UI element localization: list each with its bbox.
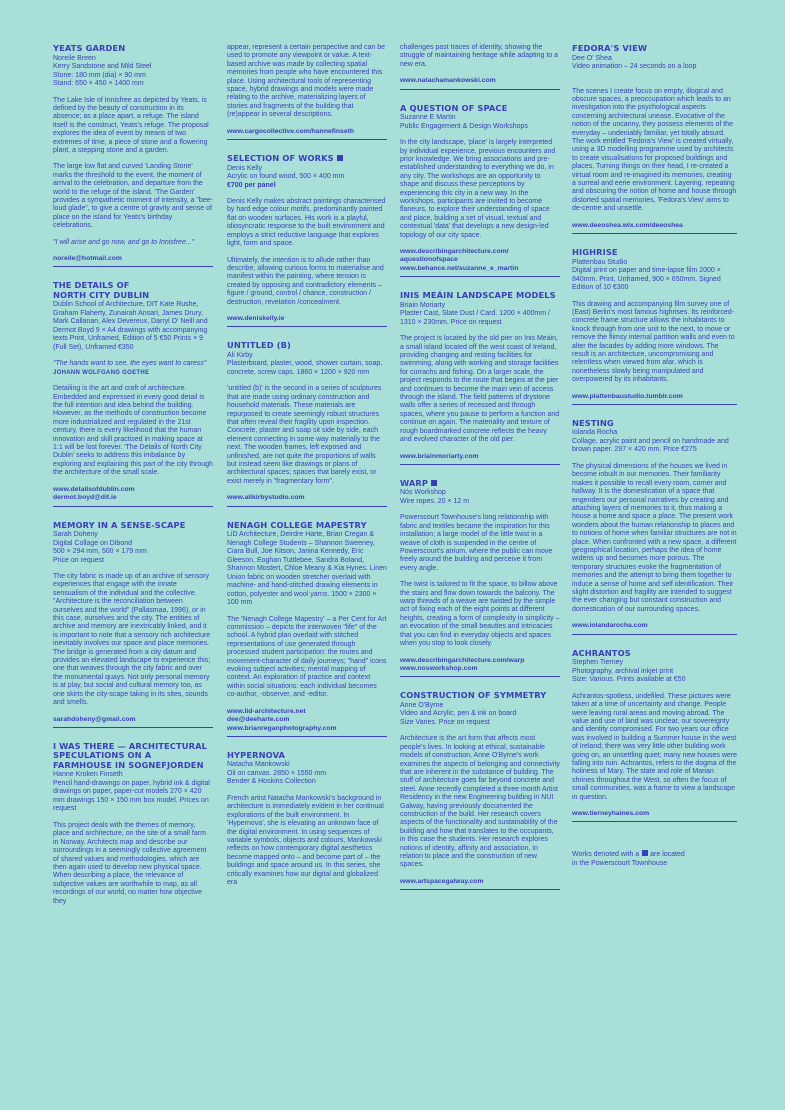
entry-meta: Digital print on paper and time-lapse film 2000 × 840mm. Print, Unframed, 900 × 650mm. Signed Edition of 10 €300	[572, 267, 721, 291]
description: The Lake Isle of Innisfree as depicted by Yeats, is defined by the beauty of construction in its absence; as a place apart, a refuge. The island itself is the construct, Yeats's refuge. The proposal explores the idea of event by means of two extremes of time, a piece of stone and a flowering plant, a stepping stone and a garden.	[53, 96, 209, 154]
description: The twist is tailored to fit the space, to billow above the stairs and flow down towards the balcony. The warp threads of a weave are twisted by the simple act of fixing each of the eight points at different heights, creating a form of complexity in simplicity – an evocation of the small beauties and intricacies that you can find in everyday objects and spaces when you stop to look closely.	[400, 581, 560, 648]
entry-highrise	[572, 248, 737, 405]
quote: "The hands want to see, the eyes want to caress" JOHANN WOLFGANG GOETHE	[53, 360, 207, 376]
medium-line: Kerry Sandstone and Mild Steel	[53, 63, 152, 70]
description: The large low flat and curved 'Landing Stone' marks the threshold to the event, the moment of arrival to the celebration, and departure from the world to the refuge of the island. 'The Garden' provides a sympathetic moment of intensity, a "bee-loud glade", to give a centre of gravity and sense of place on the island for Yeats's birthday celebrations.	[53, 163, 213, 230]
entry-continued	[227, 44, 387, 140]
entry-meta: Plasterboard, plaster, wood, shower curtain, soap, concrete, screw caps. 1860 × 1200 × 920 mm	[227, 360, 383, 376]
website-link[interactable]: www.cargocollective.com/hannefinseth	[227, 128, 387, 140]
website-link[interactable]: www.natachamankowski.com	[400, 77, 560, 89]
artist-name: Stephen Tierney	[572, 659, 623, 667]
entry-fedoras-view	[572, 44, 737, 234]
entry-title: INIS MEÁIN LANDSCAPE MODELS	[400, 290, 556, 301]
entry-selection-of-works	[227, 154, 387, 327]
artist-name: Sarah Doheny	[53, 531, 98, 538]
website-link[interactable]: www.lid-architecture.net dee@deeharte.com www.brianreganphotography.com	[227, 708, 387, 737]
description: The project is located by the old pier on Inis Meáin, a small island located off the west coast of Ireland, providing changing and resting facilities for swimming, along with working and storage facilities for currachs and fishing. On a larger scale, the project responds to the route that begins at the pier and continues to become the main vein of access through the island. The field patterns of drystone walls offer a series of recessed and through spaces, where you pause to perform a function and continue on again. The materiality and texture of rough boardmarked concrete reflects the heavy and evolved character of the old pier.	[400, 335, 560, 444]
website-link[interactable]: www.briainmoriarty.com	[400, 453, 560, 465]
entry-question-of-space	[400, 104, 560, 278]
entry-warp	[400, 479, 560, 677]
description: The physical dimensions of the houses we lived in become inbuilt in our memories. Their familiarity makes it possible to recall every room, corner and hallway. It is the domestication of a space that engenders our personal narratives by creating and attaching layers of memories to it, thus making a house a home and space a place. The present work wonders about the human relationship to places and to notions of home when familiar structures are not in place. When confronted with a new space, a different geographical location, perhaps the idea of home widens up and becomes more porous. The temporary structures evoke the fragmentation of memories and the attempt to bring them together to induce a sense of home and self identification. Their slight distortion and fragility are intended to suggest the ever changing but constant construction and domestication of our surrounding spaces.	[572, 462, 737, 613]
artist-name: Iolanda Rocha	[572, 429, 618, 437]
description: Detailing is the art and craft of architecture. Embedded and expressed in every good detail is the full intention and idea behind the building. However, as the methods of construction become more industrialized and regulated in the 21st century, there is every likelihood that the human innovation and skill practised in making space at 1:1 will be lost forever. 'The Details of North City Dublin' seeks to address this imbalance by exploring and explaining this part of the city through the architecture of the small scale.	[53, 385, 213, 477]
price-line: €700 per panel	[227, 181, 276, 189]
website-link[interactable]: www.deeoshea.wix.com/deeoshea	[572, 222, 737, 234]
column-1	[53, 44, 213, 906]
medium-line: Digital Collage on Dibond	[53, 539, 132, 547]
entry-memory-sense-scape	[53, 521, 213, 728]
artist-name: Noreile Breen	[53, 54, 96, 62]
dimension-line: Stone: 180 mm (dia) × 90 mm	[53, 71, 146, 79]
description: This project deals with the themes of memory, place and architecture, on the site of a small farm in Norway. Architects map and describe our surroundings in a seemingly collective agreement of shared values and methodologies, which are then again used to develop new physical space. When describing a place, the relevance of subjective values are worthwhile to map, as all recordings of our world, no matter how objective they	[53, 821, 207, 905]
entry-meta: LiD Architecture, Deirdre Harte, Brian Cregan & Nenagh College Students – Shannon Sweeney, Ciara Bull, Joe Kitson, Janina Kennedy, Eric Gleeson, Eoghan Tuttlebee, Sandra Boland, Shannon Mostert, Chloe Meany & Kia Hynes. Linen Union fabric on wooden stretcher overlaid with machine- and hand-stitched drawing elements in cotton, polyester and wool yarns. 1500 × 2300 × 100 mm	[227, 531, 387, 607]
description: This drawing and accompanying film survey one of (East) Berlin's most famous highrises. Its reinforced-concrete frame structure allows the inhabitants to knock through from one unit to the next, to move or remove the flimsy internal partition walls and even to alter the facades by adding more windows. The result is an architecture, uncompromising and relentless when viewed from afar, which is nonetheless slowly being manipulated and overpowered by its inhabitants.	[572, 300, 735, 384]
entry-title: A QUESTION OF SPACE	[400, 102, 508, 113]
quote: "I will arise and go now, and go to Innisfree..."	[53, 238, 195, 246]
artist-name: Dee O' Shea	[572, 54, 612, 62]
entry-title: SELECTION OF WORKS	[227, 154, 387, 164]
collection-line: Bender & Hoskins Collection	[227, 778, 316, 786]
entry-meta: Pencil hand-drawings on paper, hybrid ink & digital drawings on paper, paper-cut models 270 × 420 mm drawings 150 × 150 mm box model. Prices on request	[53, 779, 210, 813]
powerscourt-square-icon	[337, 155, 343, 161]
price-line: Size: Various. Prints available at €50	[572, 676, 686, 684]
entry-untitled-b	[227, 341, 387, 506]
footnote: Works denoted with a are located in the Powerscourt Townhouse	[572, 851, 685, 867]
powerscourt-square-icon	[431, 480, 437, 486]
artist-name: Denis Kelly	[227, 164, 263, 172]
website-link[interactable]: www.detailsofdublin.com dermot.boyd@dit.ie	[53, 486, 213, 507]
medium-line: Acrylic on found wood, 500 × 400 mm	[227, 173, 345, 181]
description: Achrantos-spotless, undefiled. These pictures were taken at a time of uncertainty and change. People were leaving rural areas and moving abroad. The value and use of land was unclear, our sovereignty and identity compromised. For two years our office was involved in building a Summer house in the west of Ireland; there was very little other building work going on, an unsettling quiet; many new houses were falling into ruin. Achrantos, refers to the dogma of the holiness of Mary. The state and role of Marian shrines throughout the West, so often the focus of small communities, was a frame to view a landscape in question.	[572, 692, 737, 801]
entry-hypernova	[227, 751, 387, 887]
entry-nesting	[572, 419, 737, 635]
dimension-line: Stand: 650 × 450 × 1400 mm	[53, 80, 144, 87]
artist-name: Natacha Mankowski	[227, 761, 290, 769]
description: French artist Natacha Mankowski's background in architecture is immediately evident in her continual explorations of the built environment. In 'Hypernova', she is elevating an unknown face of the digital environment. In using sequences of variable symbols, objects and colours, Mankowski reflects on how contemporary digital aesthetics become mapped onto – and become part of – the buildings and space around us. In this series, she critically examines how our digital and globalized era	[227, 794, 384, 886]
description: Ultimately, the intention is to allude rather than describe, allowing curious forms to materialise and manifest within the painting, where tension is created by opposing and contradictory elements – figure / ground, control / chance, construction / destruction, revelation /concealment.	[227, 256, 384, 306]
entry-construction-of-symmetry	[400, 691, 560, 890]
entry-title: UNTITLED (B)	[227, 340, 291, 351]
entry-title: CONSTRUCTION OF SYMMETRY	[400, 690, 547, 701]
entry-nenagh-mapestry	[227, 521, 387, 737]
artist-name: Nós Workshop	[400, 489, 446, 497]
entry-title: FEDORA'S VIEW	[572, 43, 648, 53]
medium-line: Photography, archival inkjet print	[572, 667, 674, 675]
website-link[interactable]: www.artspacegalway.com	[400, 878, 560, 890]
medium-line: Oil on canvas. 2850 × 1550 mm	[227, 769, 327, 777]
entry-title: THE DETAILS OF NORTH CITY DUBLIN	[53, 280, 150, 300]
price-line: Price on request	[53, 556, 104, 564]
entry-achrantos	[572, 649, 737, 823]
artist-name: Hanne Kroken Finseth	[53, 771, 123, 779]
entry-continued	[400, 44, 560, 90]
website-link[interactable]: www.plattenbaustudio.tumblr.com	[572, 393, 737, 405]
entry-yeats-garden	[53, 44, 213, 267]
artist-name: Anne O'Byrne	[400, 701, 444, 709]
medium-line: Wire ropes. 20 × 12 m	[400, 497, 470, 505]
entry-title: I WAS THERE — ARCHITECTURAL SPECULATIONS ON A FARMHOUSE IN SOGNEFJORDEN	[53, 740, 207, 770]
entry-title: NESTING	[572, 417, 614, 428]
entry-meta: Plaster Cast, Slate Dust / Card. 1200 × 400mm / 1310 × 230mm. Price on request	[400, 310, 550, 326]
description: appear, represent a certain perspective and can be used to promote any viewpoint or value. A text-based archive was made by collecting spatial memories from people who have encountered this place. Using architectural tools of representing space, hybrid drawings and models were made relating to the archive, materializing layers of stories and fragments of the building that (re)appear in several descriptions.	[227, 44, 385, 119]
artist-name: Plattenbau Studio	[572, 258, 628, 266]
column-3	[400, 44, 560, 890]
powerscourt-square-icon	[642, 850, 648, 856]
website-link[interactable]: www.describingarchitecture.com/warp www.nosworkshop.com	[400, 657, 560, 678]
medium-line: Video and Acrylic, pen & ink on board	[400, 710, 517, 718]
entry-title: YEATS GARDEN	[53, 43, 126, 53]
medium-line: Video animation – 24 seconds on a loop	[572, 63, 697, 70]
website-link[interactable]: www.describingarchitecture.com/ aquestionofspace www.behance.net/suzanne_e_martin	[400, 248, 560, 277]
entry-inis-meain	[400, 291, 560, 465]
entry-i-was-there	[53, 742, 213, 906]
contact-link[interactable]: sarahdoheny@gmail.com	[53, 716, 213, 728]
dimension-line: 500 × 294 mm, 500 × 179 mm	[53, 548, 147, 555]
artist-name: Briain Moriarty	[400, 301, 446, 309]
entry-meta: Dublin School of Architecture, DIT Kate Rushe, Graham Flaherty, Zunairah Ansari, James Drury, Mark Callanan, Alex Devereux, Darryl O' Neill and Dermot Boyd 9 × A4 drawings with accompanying texts Print, Unframed, Edition of 5 €50 Prints × 9 (Full Set), Unframed €350	[53, 301, 208, 351]
artist-name: Suzanne E Martin	[400, 114, 456, 122]
description: The 'Nenagh College Mapestry' – a Per Cent for Art commission – depicts the interwoven "life" of the school. A hybrid plan overlaid with stitched representations of use generated through processed student participation: the routes and movement-character of daily journeys; "hand" icons evoking subject activities; mental mapping of context. An exploration of practice and context within social situations: each individual becomes co-author, -observer, and -editor.	[227, 615, 387, 699]
entry-meta: Collage, acrylic paint and pencil on handmade and brown paper. 297 × 420 mm. Price €275	[572, 437, 729, 454]
description: Denis Kelly makes abstract paintings characterised by hard edge colour motifs, predominantly painted flat on wooden surfaces. His work is a playful, idiosyncratic response to the built environment and employs a strict reductive language that explores light, form and space.	[227, 198, 386, 248]
column-4	[572, 44, 737, 868]
entry-title: NENAGH COLLEGE MAPESTRY	[227, 519, 367, 530]
description: The scenes I create focus on empty, illogical and obscure spaces, a preoccupation which leads to an investigation into the psychological aspects concerning architectural unease. Evocative of the notion of the uncanny, they possess elements of the everyday – undeniably familiar, yet totally absurd. The work entitled 'Fedora's View' is created virtually, using a 3D modelling programme used by architects to create visualisations for proposed buildings and places. Turning things on their head, I re-created a virtual room and re-imagined its memories, creating a surreal and eerie environment. Layering, repeating and obscuring the notion of home and house through distorted spatial memories, 'Fedora's View' aims to de-centre and unsettle.	[572, 87, 737, 213]
price-line: Size Varies. Price on request	[400, 718, 490, 726]
artist-name: Ali Kirby	[227, 351, 253, 359]
contact-link[interactable]: noreile@hotmail.com	[53, 255, 213, 267]
description: 'untitled (b)' is the second in a series of sculptures that are made using ordinary construction and household materials. These materials are repurposed to create seemingly robust structures that often reveal their fragility upon inspection. Concrete, plaster and soap sit side by side, each element connecting in some way materially to the next. The wooden frames, left exposed and unfinished, are not quite the proportions of walls but instead seem like drawings or plans of architectural spaces; spaces that barely exist, or exist merely in "fragmentary form".	[227, 385, 382, 485]
description: challenges past traces of identity, showing the struggle of maintaining heritage while adapting to a new era.	[400, 44, 558, 68]
website-link[interactable]: www.alikirbystudio.com	[227, 494, 387, 506]
entry-title: HYPERNOVA	[227, 749, 286, 760]
website-link[interactable]: www.iolandarocha.com	[572, 622, 737, 634]
website-link[interactable]: www.deniskelly.ie	[227, 315, 387, 327]
entry-title: ACHRANTOS	[572, 647, 631, 658]
entry-title: HIGHRISE	[572, 247, 618, 257]
medium-line: Public Engagement & Design Workshops	[400, 122, 528, 130]
description: The city fabric is made up of an archive of sensory experiences that engage with the innate sensualism of the individual and the collective. "Architecture is the reconciliation between ourselves and the world" (Pallasmaa, 1996), or in this case, ourselves and the city. The entities of archive and memory are inextricably linked, and it is important to note that a sensory rich architecture inevitably involves our space and place memories. The bridge is generated from a city datum and provides an elevated landscape to experience this; one that weaves through the city fabric and over the monumental quays. Not only personal memory is at play, but social and cultural memory too, as one skirts the city-scape taking in its sites, sounds and smells.	[53, 573, 211, 707]
website-link[interactable]: www.tierneyhaines.com	[572, 810, 737, 822]
description: Powerscourt Townhouse's long relationship with fabric and textiles became the inspiration for this installation; a large model of the little twist in a weave of cloth is suspended in the centre of Powerscourt's atrium, where the public can move freely around the building and perceive it from every angle.	[400, 514, 553, 572]
entry-title: MEMORY IN A SENSE-SCAPE	[53, 519, 186, 530]
entry-title: WARP	[400, 479, 560, 489]
column-2	[227, 44, 387, 887]
entry-details-north-city-dublin	[53, 281, 213, 506]
description: In the city landscape, 'place' is largely interpreted by individual experience, previous encounters and prior knowledge. We bring associations and pre-established understanding to everything we do, in any city. The workshops are an opportunity to shape and discuss these perceptions by experiencing this city in a new way. In the workshops, participants are invited to become flaneurs, to explore their understanding of space and place, building a set of visual, textual and contextual 'data' that develops a new design-led topology of our city space.	[400, 139, 556, 239]
description: Architecture is the art form that affects most people's lives. In looking at ethical, sustainable models of construction, Anne O'Byrne's work examines the aspects of belonging and connectivity that are inherent in the substance of building. The stuff of architecture goes far beyond concrete and steel. Anne recently completed a three month Artist Residency in the new Engineering building in NUI Galway, having previously documented the construction of the build. Her research covers aspects of the functionality and sustainability of the building and how that translates to the occupants, in this case the students. Her research explores notions of identity, affinity and association, in relation to place and the construction of new spaces.	[400, 735, 560, 869]
